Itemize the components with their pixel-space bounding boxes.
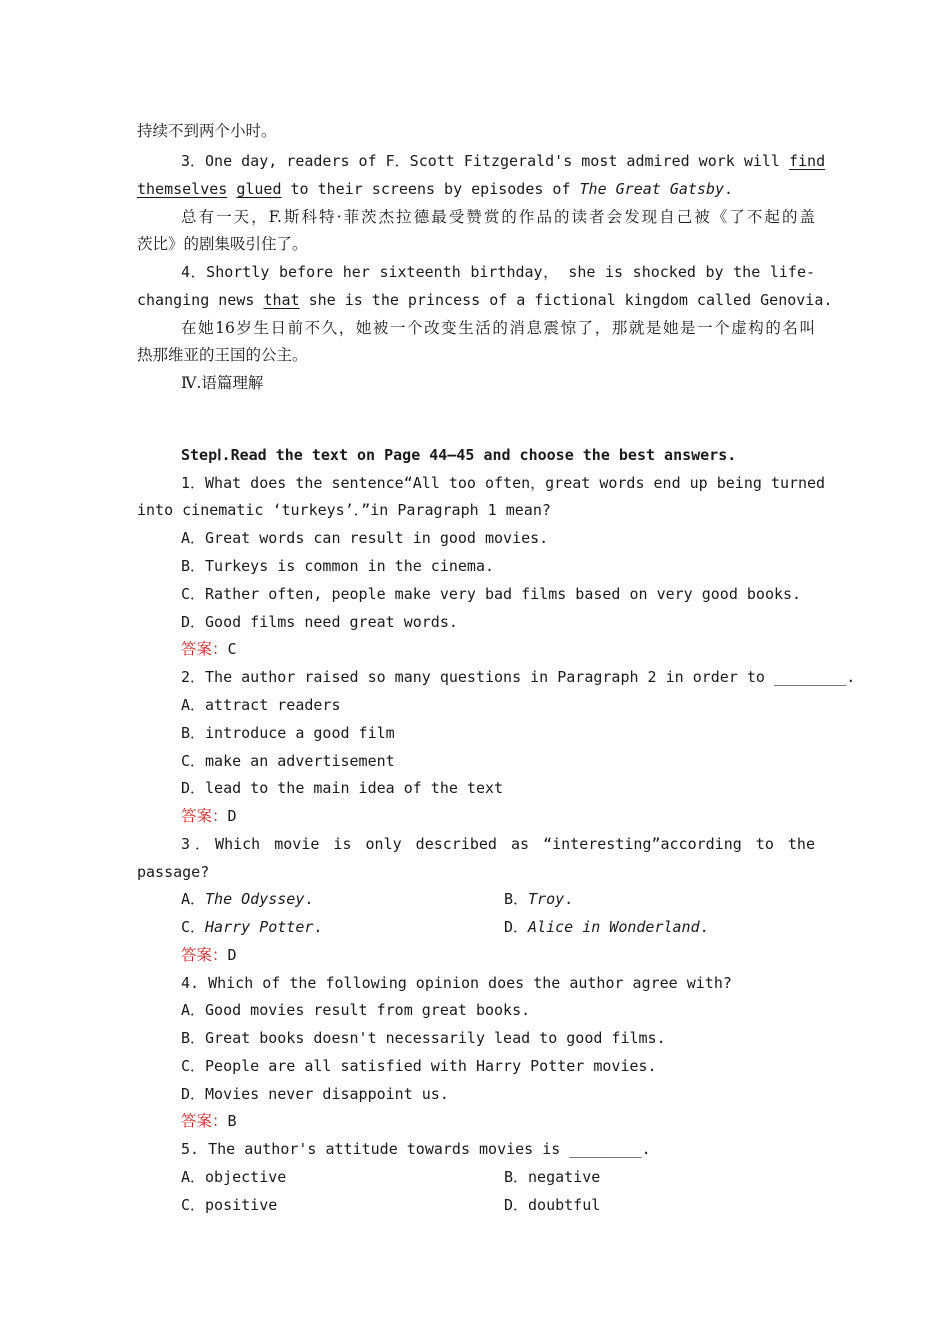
question-1-option-b: B．Turkeys is common in the cinema. <box>181 557 495 575</box>
question-2-option-a: A．attract readers <box>181 696 341 714</box>
question-1-option-a: A．Great words can result in good movies. <box>181 529 549 547</box>
question-5-option-a: A．objective <box>181 1168 287 1186</box>
question-1-stem-cont: into cinematic ‘turkeys’．”in Paragraph 1 mean? <box>137 501 551 519</box>
question-2-stem: 2．The author raised so many questions in Paragraph 2 in order to ________. <box>181 668 856 686</box>
question-1-option-c: C．Rather often, people make very bad films based on very good books. <box>181 585 802 603</box>
sentence-4-line-1: 4．Shortly before her sixteenth birthday， she is shocked by the life- <box>181 263 815 281</box>
question-4-option-c: C．People are all satisfied with Harry Potter movies. <box>181 1057 657 1075</box>
question-5-option-b: B．negative <box>504 1168 601 1186</box>
question-5-options-row-2 <box>181 1195 815 1215</box>
question-3-answer: 答案：D <box>181 946 237 964</box>
question-4-answer: 答案：B <box>181 1112 237 1130</box>
answer-label: 答案： <box>181 946 228 964</box>
underlined-find: find <box>788 152 826 170</box>
sentence-4-translation-2: 热那维亚的王国的公主。 <box>137 346 308 364</box>
section-heading: Ⅳ.语篇理解 <box>181 374 264 392</box>
question-5-options-row-1 <box>181 1167 815 1187</box>
question-4-option-a: A．Good movies result from great books. <box>181 1001 531 1019</box>
question-3-options-row-2 <box>181 917 815 937</box>
sentence-4-line-2: changing news that she is the princess of a fictional kingdom called Genovia. <box>137 291 833 309</box>
underlined-themselves: themselves <box>137 180 228 198</box>
question-3-option-d: D．Alice in Wonderland. <box>504 918 709 936</box>
question-1-answer: 答案：C <box>181 640 237 658</box>
question-2-option-b: B．introduce a good film <box>181 724 395 742</box>
question-2-answer: 答案：D <box>181 807 237 825</box>
question-2-option-d: D．lead to the main idea of the text <box>181 779 504 797</box>
question-1-stem: 1．What does the sentence“All too often，great words end up being turned <box>181 474 826 492</box>
question-3-option-b: B．Troy. <box>504 890 574 908</box>
question-3-stem: 3．Which movie is only described as “interesting”according to the <box>181 835 815 853</box>
question-3-option-c: C．Harry Potter. <box>181 918 323 936</box>
question-2-option-c: C．make an advertisement <box>181 752 395 770</box>
answer-label: 答案： <box>181 1112 228 1130</box>
question-3-options-row-1 <box>181 889 815 909</box>
sentence-4-translation-1: 在她16岁生日前不久，她被一个改变生活的消息震惊了，那就是她是一个虚构的名叫 <box>181 319 815 337</box>
sentence-3-translation-1: 总有一天，F.斯科特·菲茨杰拉德最受赞赏的作品的读者会发现自己被《了不起的盖 <box>181 208 815 226</box>
question-3-stem-cont: passage? <box>137 863 210 881</box>
question-5-option-d: D．doubtful <box>504 1196 601 1214</box>
question-4-option-b: B．Great books doesn't necessarily lead to good films. <box>181 1029 666 1047</box>
step-heading: StepⅠ.Read the text on Page 44—45 and choose the best answers. <box>181 446 737 464</box>
answer-label: 答案： <box>181 640 228 658</box>
underlined-that: that <box>263 291 300 309</box>
cn-translation-line: 持续不到两个小时。 <box>137 122 277 140</box>
book-title: The Great Gatsby <box>579 180 725 198</box>
question-4-stem: 4. Which of the following opinion does the author agree with? <box>181 974 732 992</box>
question-4-option-d: D．Movies never disappoint us. <box>181 1085 449 1103</box>
question-5-option-c: C．positive <box>181 1196 278 1214</box>
sentence-3-line-1: 3．One day, readers of F．Scott Fitzgerald's most admired work will find <box>181 152 826 170</box>
question-3-option-a: A．The Odyssey. <box>181 890 314 908</box>
answer-label: 答案： <box>181 807 228 825</box>
sentence-3-translation-2: 茨比》的剧集吸引住了。 <box>137 235 308 253</box>
question-5-stem: 5. The author's attitude towards movies is ________. <box>181 1140 651 1158</box>
sentence-3-line-2: themselves glued to their screens by episodes of The Great Gatsby. <box>137 180 734 198</box>
underlined-glued: glued <box>236 180 282 198</box>
question-1-option-d: D．Good films need great words. <box>181 613 458 631</box>
